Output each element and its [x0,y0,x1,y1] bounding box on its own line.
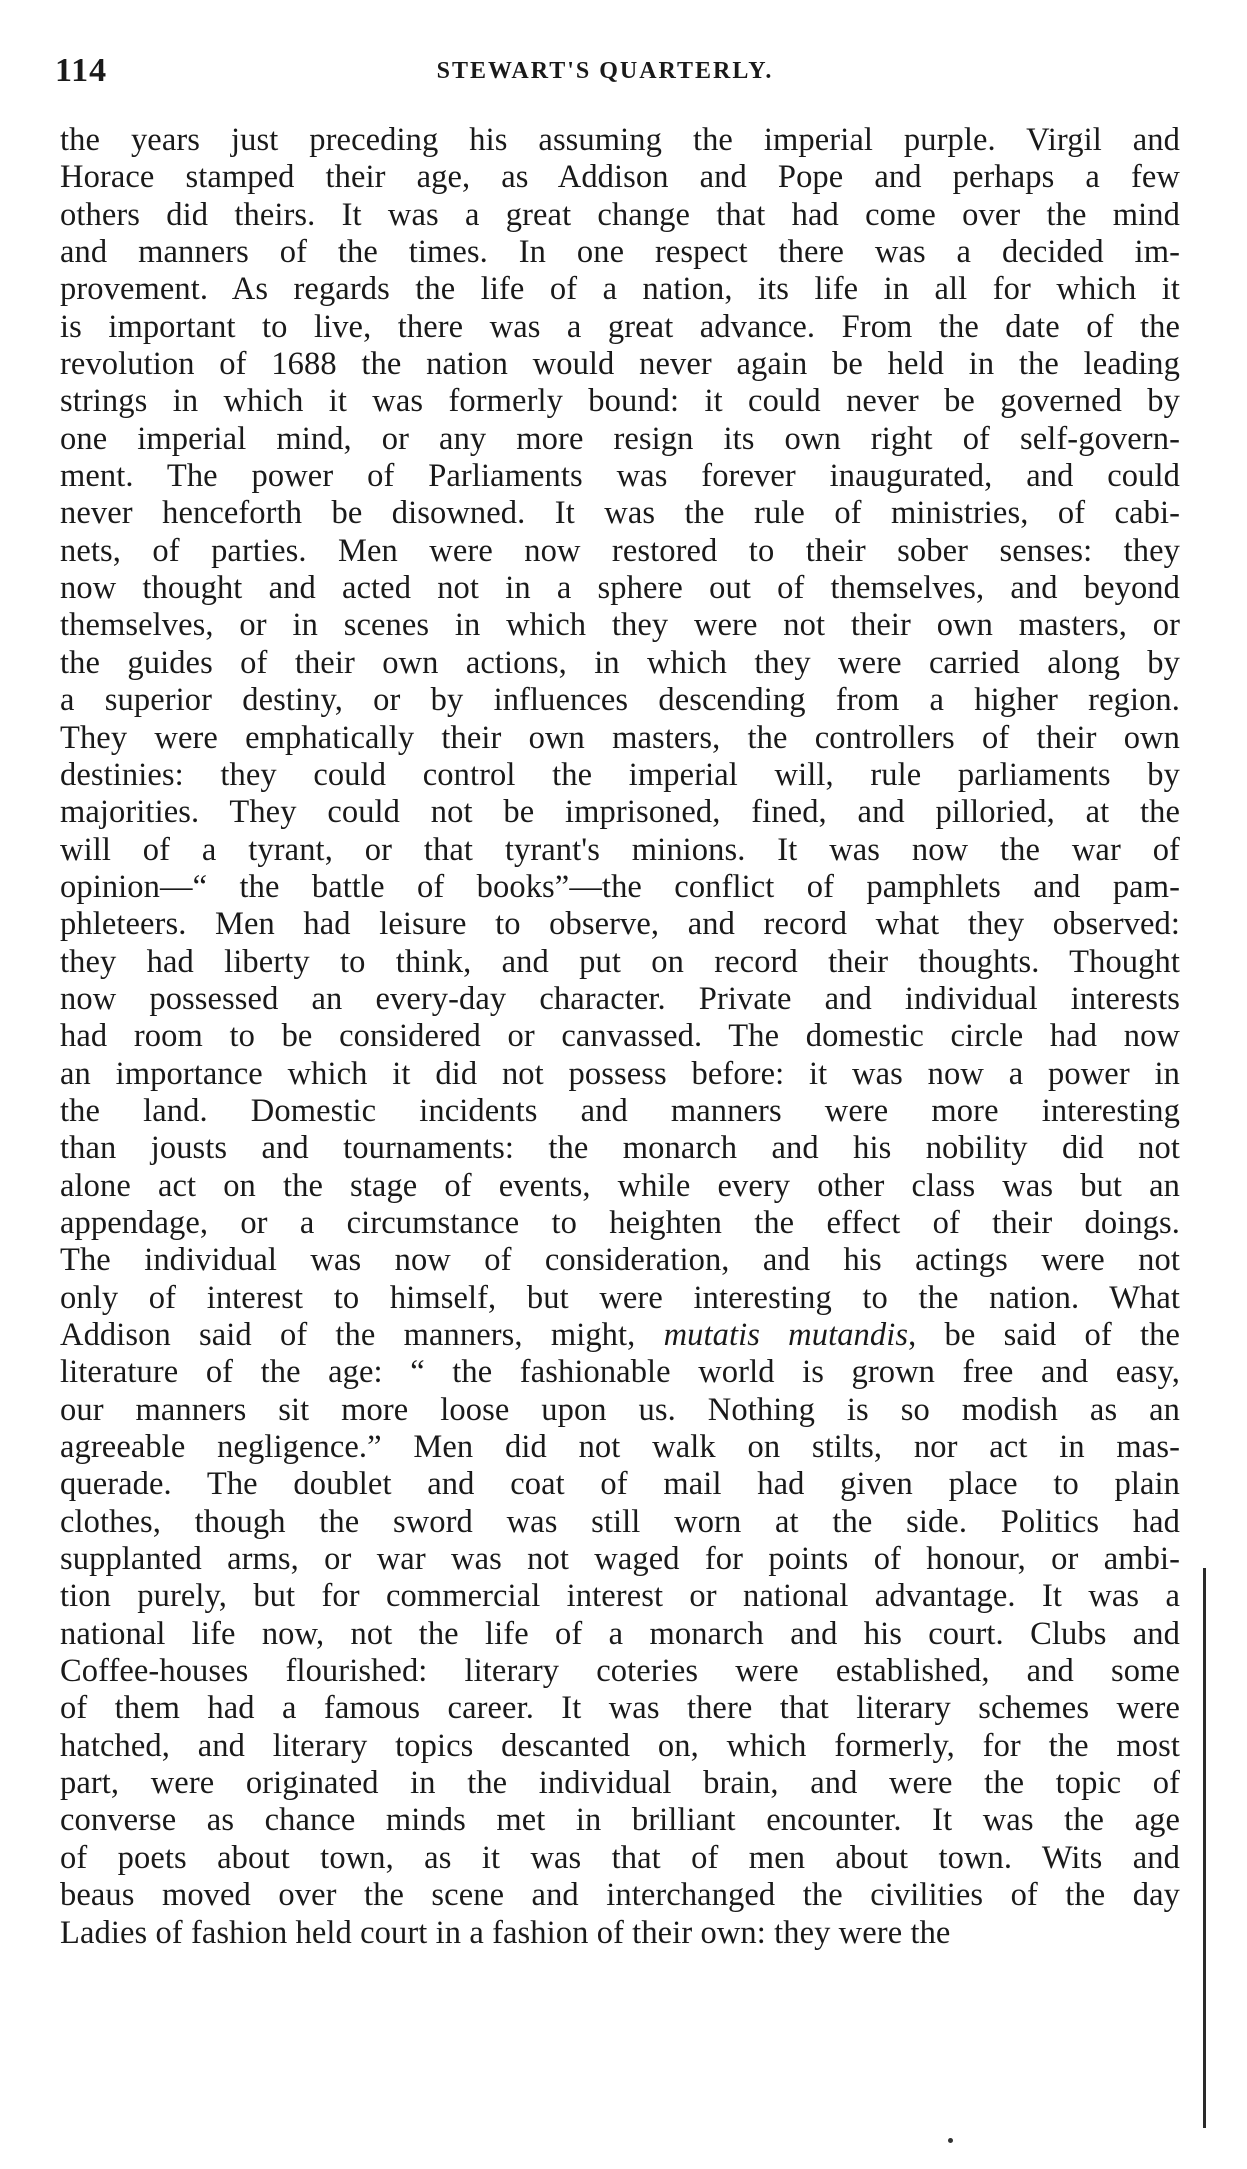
text-line: than jousts and tournaments: the monarch and his nobility did not [60,1130,1180,1167]
text-line: of poets about town, as it was that of men about town. Wits and [60,1839,1180,1876]
text-line: ment. The power of Parliaments was forever inaugurated, and could [60,458,1180,495]
text-line: strings in which it was formerly bound: it could never be governed by [60,383,1180,420]
text-line: alone act on the stage of events, while every other class was but an [60,1167,1180,1204]
text-line: national life now, not the life of a monarch and his court. Clubs and [60,1615,1180,1652]
text-line: an importance which it did not possess before: it was now a power in [60,1055,1180,1092]
text-line: literature of the age: “ the fashionable world is grown free and easy, [60,1354,1180,1391]
text-line: nets, of parties. Men were now restored to their sober senses: they [60,532,1180,569]
text-line: never henceforth be disowned. It was the rule of ministries, of cabi- [60,495,1180,532]
text-line: beaus moved over the scene and interchanged the civilities of the day [60,1877,1180,1914]
text-line: of them had a famous career. It was there that literary schemes were [60,1690,1180,1727]
text-line: hatched, and literary topics descanted on, which formerly, for the most [60,1727,1180,1764]
text-line: Coffee-houses flourished: literary coteries were established, and some [60,1653,1180,1690]
text-line: Horace stamped their age, as Addison and Pope and perhaps a few [60,159,1180,196]
ink-speck [948,2138,953,2143]
text-line: clothes, though the sword was still worn at the side. Politics had [60,1503,1180,1540]
text-line: converse as chance minds met in brilliant encounter. It was the age [60,1802,1180,1839]
text-line: querade. The doublet and coat of mail had given place to plain [60,1466,1180,1503]
text-line: majorities. They could not be imprisoned, fined, and pilloried, at the [60,794,1180,831]
text-line: one imperial mind, or any more resign its own right of self-govern- [60,420,1180,457]
text-line: Addison said of the manners, might, mutatis mutandis, be said of the [60,1317,1180,1353]
text-line: a superior destiny, or by influences descending from a higher region. [60,682,1180,719]
text-line: agreeable negligence.” Men did not walk on stilts, nor act in mas- [60,1429,1180,1466]
text-line: they had liberty to think, and put on record their thoughts. Thought [60,943,1180,980]
italic-phrase: mutatis mutandis [663,1317,909,1353]
text-line: opinion—“ the battle of books”—the conflict of pamphlets and pam- [60,868,1180,905]
text-line: will of a tyrant, or that tyrant's minions. It was now the war of [60,831,1180,868]
text-line: The individual was now of consideration, and his actings were not [60,1242,1180,1279]
text-line: part, were originated in the individual brain, and were the topic of [60,1765,1180,1802]
text-line: supplanted arms, or war was not waged for points of honour, or ambi- [60,1541,1180,1578]
body-text [60,122,1180,1952]
text-line: now possessed an every-day character. Private and individual interests [60,980,1180,1017]
text-line: tion purely, but for commercial interest or national advantage. It was a [60,1578,1180,1615]
text-line: destinies: they could control the imperial will, rule parliaments by [60,756,1180,793]
text-line: now thought and acted not in a sphere out of themselves, and beyond [60,570,1180,607]
text-line: the guides of their own actions, in which they were carried along by [60,644,1180,681]
text-line: themselves, or in scenes in which they were not their own masters, or [60,607,1180,644]
text-line: appendage, or a circumstance to heighten the effect of their doings. [60,1204,1180,1241]
text-line: and manners of the times. In one respect there was a decided im- [60,234,1180,271]
text-line: phleteers. Men had leisure to observe, and record what they observed: [60,906,1180,943]
text-line: had room to be considered or canvassed. The domestic circle had now [60,1018,1180,1055]
text-line: only of interest to himself, but were interesting to the nation. What [60,1279,1180,1316]
running-head [55,52,1155,100]
text-line: Ladies of fashion held court in a fashion of their own: they were the [60,1914,951,1951]
text-line: others did theirs. It was a great change that had come over the mind [60,196,1180,233]
text-line: the years just preceding his assuming the imperial purple. Virgil and [60,122,1180,158]
text-line: They were emphatically their own masters, the controllers of their own [60,719,1180,756]
text-line: is important to live, there was a great advance. From the date of the [60,308,1180,345]
text-line: the land. Domestic incidents and manners were more interesting [60,1092,1180,1129]
text-line: our manners sit more loose upon us. Nothing is so modish as an [60,1391,1180,1428]
text-line: provement. As regards the life of a nation, its life in all for which it [60,271,1180,308]
text-line: revolution of 1688 the nation would never again be held in the leading [60,346,1180,383]
page-number: 114 [55,52,108,89]
margin-rule [1203,1568,1206,2128]
journal-title: STEWART'S QUARTERLY. [436,58,774,84]
